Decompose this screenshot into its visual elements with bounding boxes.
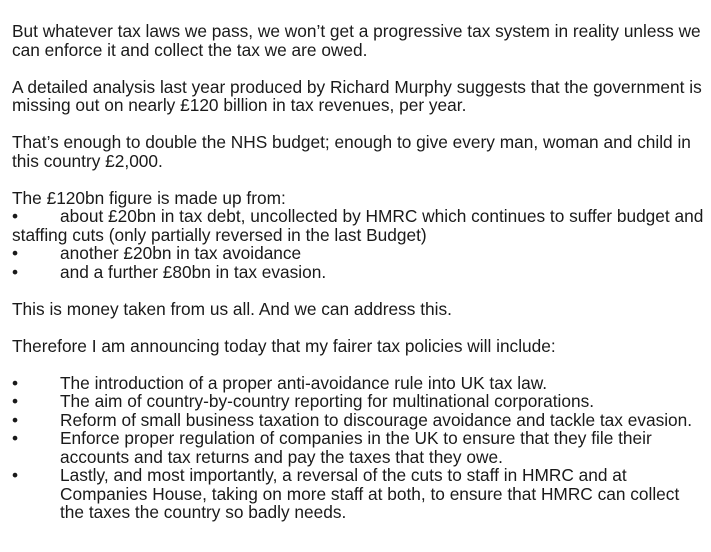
bullet-icon: •	[12, 428, 19, 448]
bullet-icon: •	[12, 409, 19, 430]
breakdown-intro: The £120bn figure is made up from:	[12, 187, 286, 208]
bullet-icon: •	[12, 372, 19, 393]
paragraph-nhs: That’s enough to double the NHS budget; enough to give every man, woman and child in this country £2,000.	[12, 132, 691, 171]
paragraph-address: This is money taken from us all. And we can address this.	[12, 298, 452, 319]
policy-item-text: Reform of small business taxation to discourage avoidance and tackle tax evasion.	[60, 409, 693, 430]
policy-item-text: Enforce proper regulation of companies in the UK to ensure that they file their accounts and tax returns and pay the taxes that they owe.	[60, 428, 652, 467]
paragraph-analysis: A detailed analysis last year produced by Richard Murphy suggests that the government is missing out on nearly £120 billion in tax revenues, per year.	[12, 76, 702, 115]
policy-item-text: Lastly, and most importantly, a reversal of the cuts to staff in HMRC and at Companies House, taking on more staff at both, to ensure that HMRC can collect the taxes the country so badly needs.	[60, 465, 680, 522]
bullet-icon: •	[12, 243, 19, 263]
bullet-icon: •	[12, 206, 19, 226]
bullet-icon: •	[12, 465, 19, 485]
breakdown-item	[12, 244, 708, 263]
breakdown-item	[12, 207, 708, 244]
paragraph-enforcement: But whatever tax laws we pass, we won’t get a progressive tax system in reality unless we can enforce it and collect the tax we are owed.	[12, 21, 701, 60]
policy-item	[12, 466, 708, 522]
policy-item	[12, 411, 708, 430]
breakdown-item-text: about £20bn in tax debt, uncollected by HMRC which continues to suffer budget and staffing cuts (only partially reversed in the last Budget)	[12, 206, 704, 245]
bullet-icon: •	[12, 391, 19, 411]
policy-item	[12, 429, 708, 466]
policy-item	[12, 374, 708, 393]
policy-item	[12, 392, 708, 411]
paragraph-announcement: Therefore I am announcing today that my fairer tax policies will include:	[12, 335, 556, 356]
breakdown-item-text: and a further £80bn in tax evasion.	[60, 261, 327, 282]
document-body	[12, 22, 708, 522]
policy-item-text: The aim of country-by-country reporting for multinational corporations.	[60, 391, 595, 411]
breakdown-item	[12, 263, 708, 282]
bullet-icon: •	[12, 261, 19, 282]
breakdown-item-text: another £20bn in tax avoidance	[60, 243, 302, 263]
policy-item-text: The introduction of a proper anti-avoidance rule into UK tax law.	[60, 372, 548, 393]
policy-list	[12, 374, 708, 522]
breakdown-section	[12, 189, 708, 282]
